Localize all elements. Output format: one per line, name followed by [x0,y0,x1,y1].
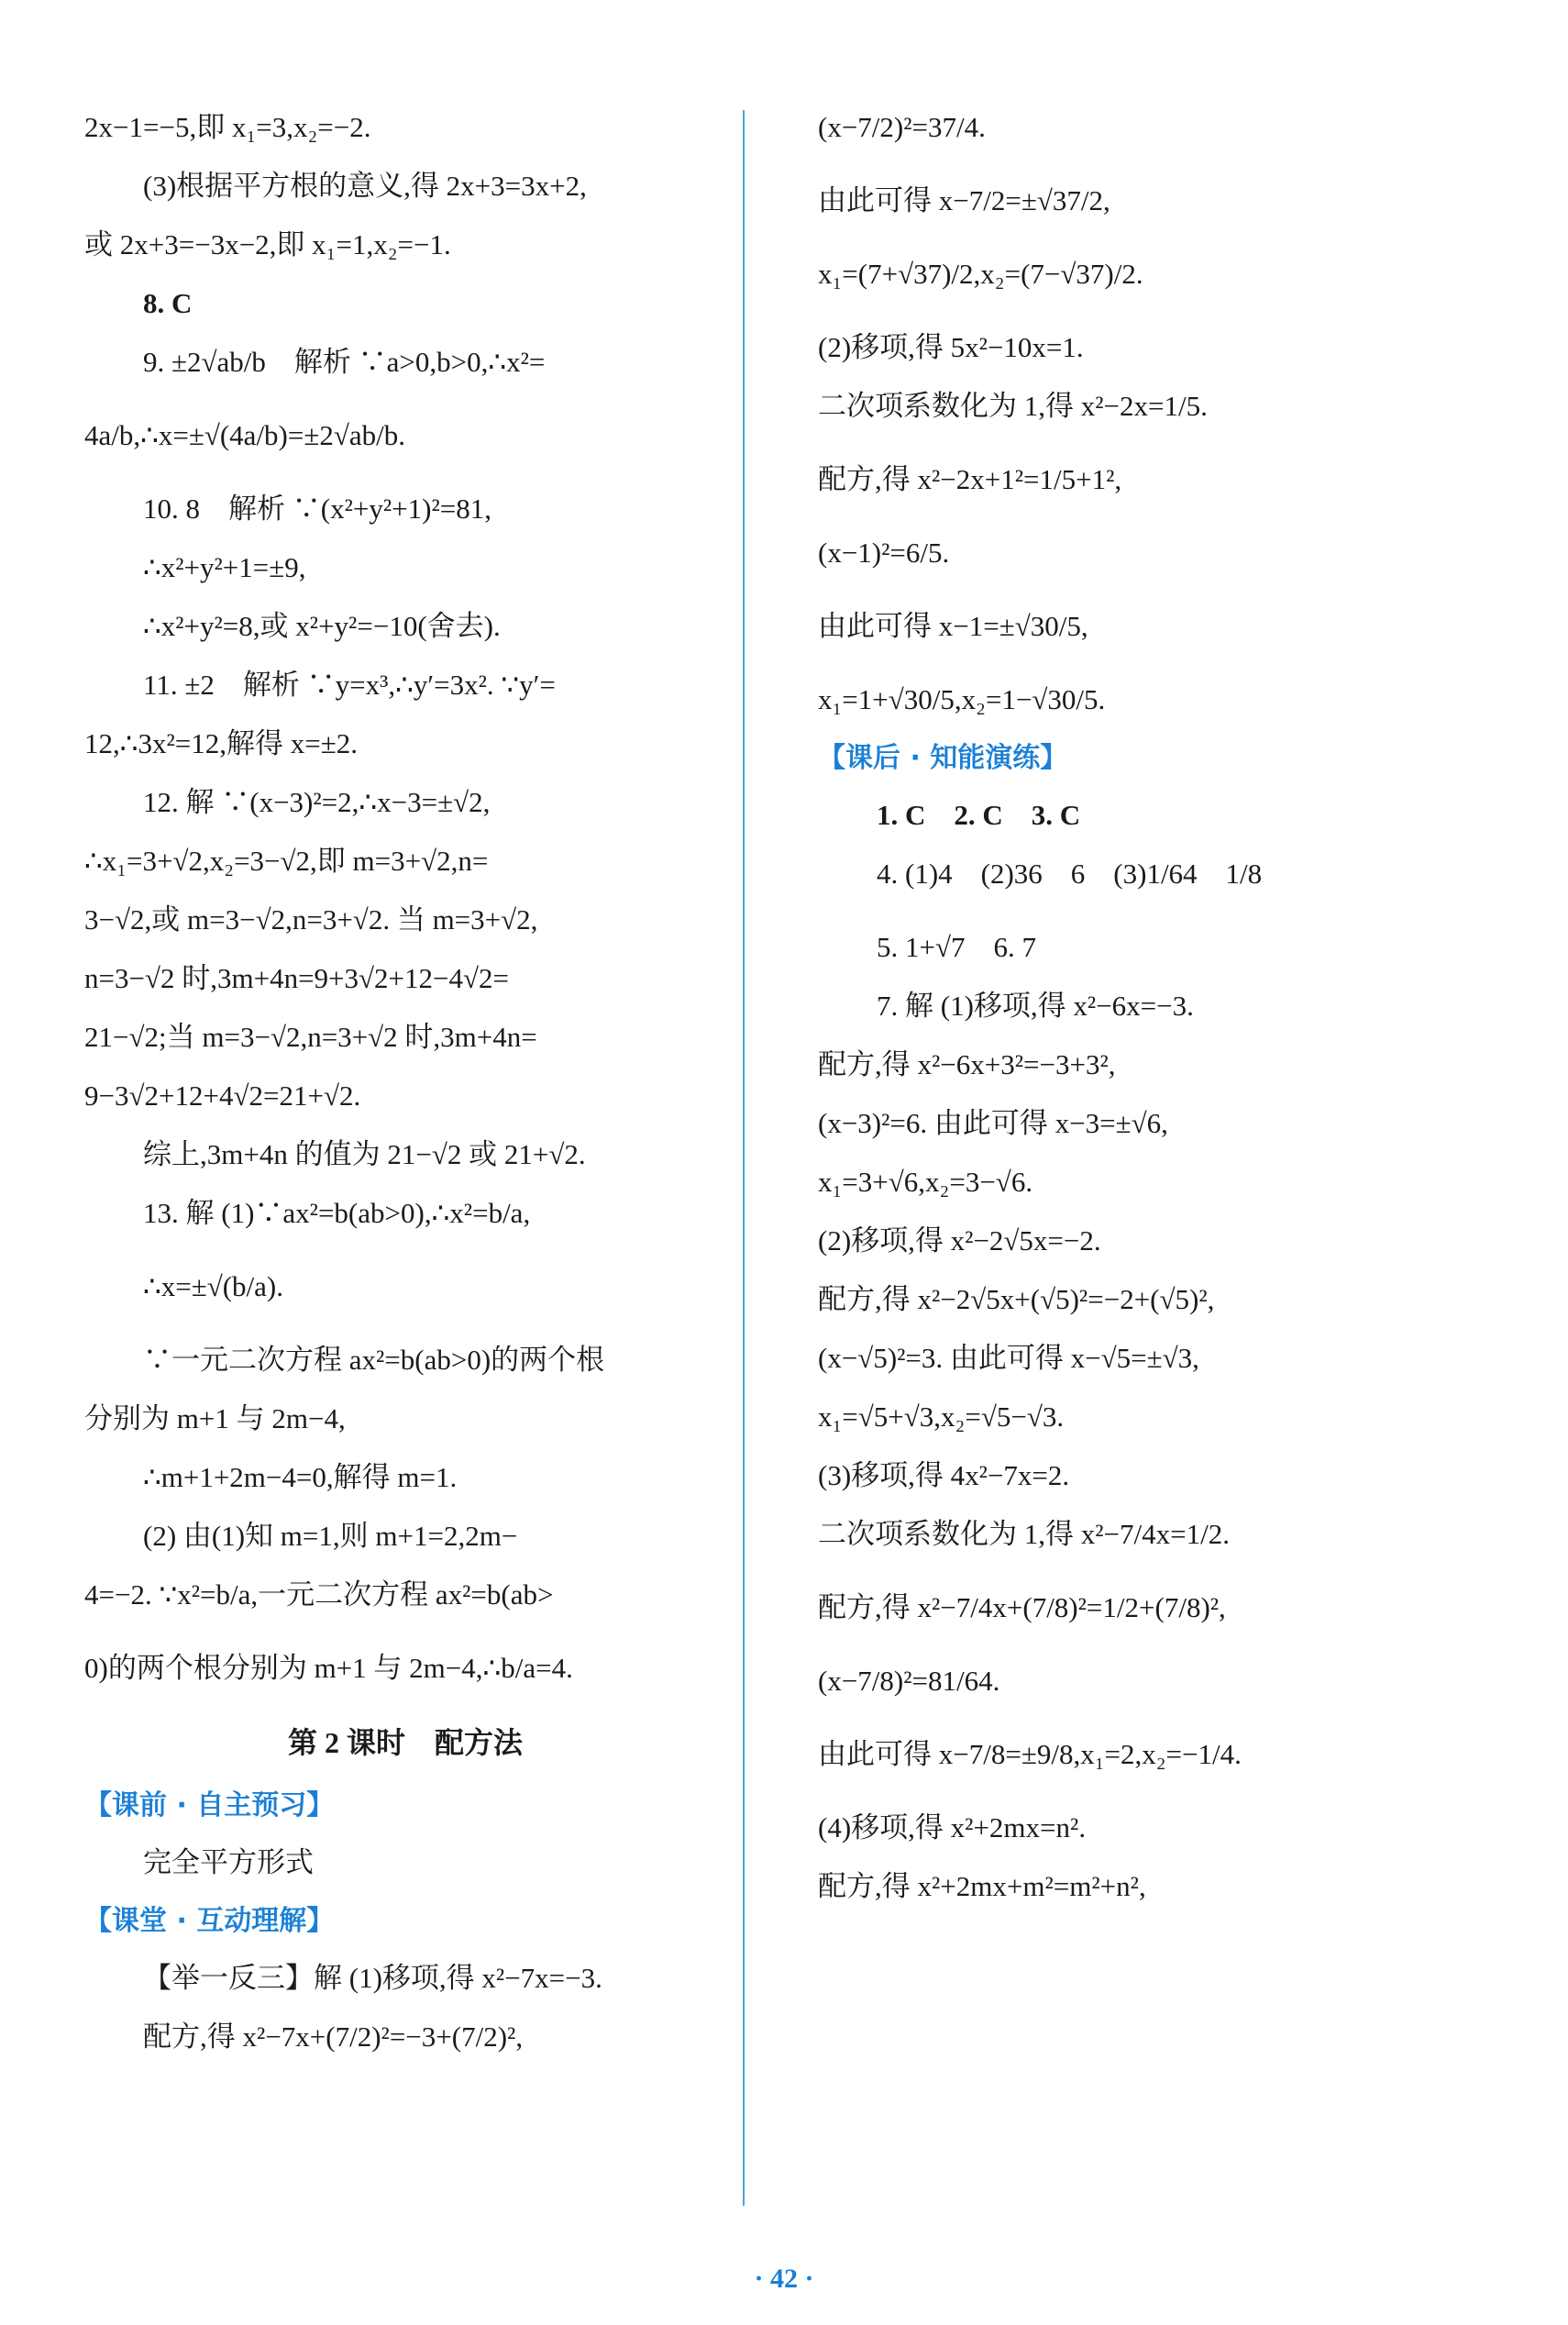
left-column [84,110,726,2078]
answer-line: 4. (1)4 (2)36 6 (3)1/64 1/8 [877,858,1263,890]
answer-line: 由此可得 x−1=±√30/5, [818,610,1088,642]
answer-line: 分别为 m+1 与 2m−4, [84,1402,346,1434]
answer-line: 配方,得 x²−7/4x+(7/8)²=1/2+(7/8)², [818,1591,1226,1623]
answer-line: 11. ±2 解析 ∵y=x³,∴y′=3x². ∵y′= [143,669,556,701]
answer-line: 1. C 2. C 3. C [877,799,1081,831]
answer-line: 4a/b,∴x=±√(4a/b)=±2√ab/b. [84,419,406,451]
section-tag-in-class: 【课堂 · 互动理解】 [84,1905,335,1937]
answer-line: 7. 解 (1)移项,得 x²−6x=−3. [877,990,1194,1022]
answer-line: ∵一元二次方程 ax²=b(ab>0)的两个根 [143,1344,605,1376]
answer-line: 综上,3m+4n 的值为 21−√2 或 21+√2. [143,1138,586,1170]
answer-line: (x−1)²=6/5. [818,537,950,569]
answer-line: x₁=(7+√37)/2,x₂=(7−√37)/2. [818,258,1143,290]
answer-line: ∴m+1+2m−4=0,解得 m=1. [143,1461,458,1493]
section-tag-after-class: 【课后 · 知能演练】 [818,742,1068,774]
answer-line: 配方,得 x²+2mx+m²=m²+n², [818,1870,1146,1902]
answer-line: ∴x²+y²+1=±9, [143,551,306,583]
answer-line: 8. C [143,287,193,319]
answer-line: x₁=3+√6,x₂=3−√6. [818,1166,1033,1198]
answer-line: 或 2x+3=−3x−2,即 x₁=1,x₂=−1. [84,228,451,260]
page-number: · 42 · [754,2264,814,2294]
answer-line: 3−√2,或 m=3−√2,n=3+√2. 当 m=3+√2, [84,903,538,936]
answer-line: (3)移项,得 4x²−7x=2. [818,1459,1070,1491]
answer-line: 完全平方形式 [143,1846,314,1878]
answer-line: 21−√2;当 m=3−√2,n=3+√2 时,3m+4n= [84,1021,537,1053]
answer-line: (x−√5)²=3. 由此可得 x−√5=±√3, [818,1342,1199,1374]
answer-line: 由此可得 x−7/8=±9/8,x₁=2,x₂=−1/4. [818,1738,1242,1770]
answer-line: (2) 由(1)知 m=1,则 m+1=2,2m− [143,1520,518,1552]
answer-line: 9−3√2+12+4√2=21+√2. [84,1079,361,1112]
answer-line: (x−3)²=6. 由此可得 x−3=±√6, [818,1107,1168,1139]
answer-line: 配方,得 x²−6x+3²=−3+3², [818,1048,1116,1080]
answer-line: ∴x₁=3+√2,x₂=3−√2,即 m=3+√2,n= [84,845,489,877]
right-column [818,110,1487,1928]
answer-line: n=3−√2 时,3m+4n=9+3√2+12−4√2= [84,962,510,994]
answer-line: 由此可得 x−7/2=±√37/2, [818,184,1110,216]
answer-line: (x−7/8)²=81/64. [818,1665,1000,1697]
answer-line: (2)移项,得 5x²−10x=1. [818,331,1084,363]
answer-line: (x−7/2)²=37/4. [818,111,986,143]
answer-line: (2)移项,得 x²−2√5x=−2. [818,1224,1101,1257]
answer-line: 二次项系数化为 1,得 x²−2x=1/5. [818,390,1208,422]
lesson-heading: 第 2 课时 配方法 [287,1726,523,1759]
answer-line: 配方,得 x²−7x+(7/2)²=−3+(7/2)², [143,2021,524,2053]
answer-line: 12,∴3x²=12,解得 x=±2. [84,727,358,759]
answer-line: 2x−1=−5,即 x₁=3,x₂=−2. [84,111,371,143]
answer-line: 5. 1+√7 6. 7 [877,931,1036,963]
answer-line: 二次项系数化为 1,得 x²−7/4x=1/2. [818,1518,1230,1550]
answer-line: 10. 8 解析 ∵(x²+y²+1)²=81, [143,493,491,525]
answer-line: 【举一反三】解 (1)移项,得 x²−7x=−3. [143,1962,602,1994]
answer-line: (4)移项,得 x²+2mx=n². [818,1811,1087,1843]
section-tag-before-class: 【课前 · 自主预习】 [84,1789,335,1821]
column-divider [743,110,745,2206]
answer-line: 0)的两个根分别为 m+1 与 2m−4,∴b/a=4. [84,1652,573,1684]
answer-line: x₁=1+√30/5,x₂=1−√30/5. [818,683,1106,715]
answer-line: 配方,得 x²−2x+1²=1/5+1², [818,463,1122,495]
answer-line: 配方,得 x²−2√5x+(√5)²=−2+(√5)², [818,1283,1215,1315]
answer-line: (3)根据平方根的意义,得 2x+3=3x+2, [143,170,587,202]
answer-line: 4=−2. ∵x²=b/a,一元二次方程 ax²=b(ab> [84,1578,554,1611]
answer-line: 9. ±2√ab/b 解析 ∵a>0,b>0,∴x²= [143,346,546,378]
answer-line: x₁=√5+√3,x₂=√5−√3. [818,1401,1065,1433]
answer-line: 13. 解 (1)∵ax²=b(ab>0),∴x²=b/a, [143,1197,531,1229]
answer-line: ∴x=±√(b/a). [143,1270,284,1302]
answer-line: ∴x²+y²=8,或 x²+y²=−10(舍去). [143,610,501,642]
answer-line: 12. 解 ∵(x−3)²=2,∴x−3=±√2, [143,786,491,818]
